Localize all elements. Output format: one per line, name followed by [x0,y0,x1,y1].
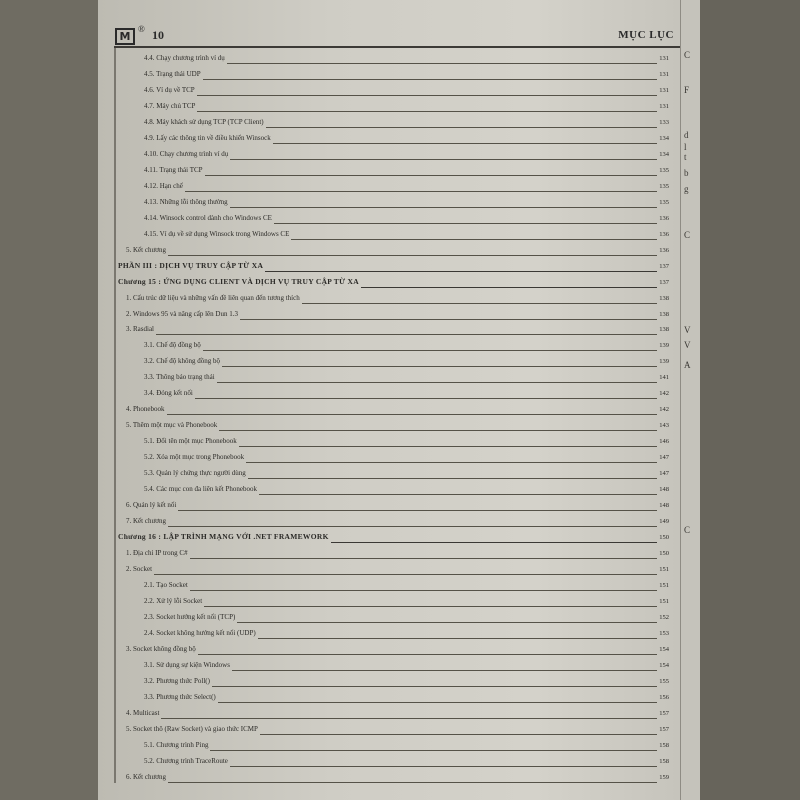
toc-entry-title: 2.4. Socket không hướng kết nối (UDP) [144,628,256,637]
adjacent-page-text: C [684,230,691,240]
toc-entry [144,212,669,226]
toc-entry [144,467,669,481]
toc-entry [144,180,669,194]
toc-entry-page: 138 [659,326,669,334]
toc-entry-page: 142 [659,406,669,414]
toc-leader-line [217,382,658,383]
toc-entry [126,771,669,785]
toc-entry-title: 3. Rasdial [126,325,154,334]
adjacent-page-edge [680,0,701,800]
toc-heading [118,260,669,274]
toc-entry [126,292,669,306]
toc-leader-line [168,526,657,527]
toc-entry [144,611,669,625]
toc-entry-page: 158 [659,741,669,749]
toc-entry [144,100,669,114]
toc-entry [144,371,669,385]
toc-entry-page: 141 [659,374,669,382]
toc-entry [126,563,669,577]
toc-entry-page: 136 [659,246,669,254]
toc-entry [144,164,669,178]
toc-leader-line [227,63,657,64]
toc-entry [126,707,669,721]
toc-leader-line [273,143,658,144]
toc-entry [144,595,669,609]
toc-entry-page: 147 [659,454,669,462]
adjacent-page-text: A [684,360,691,370]
toc-entry [126,547,669,561]
toc-entry [126,419,669,433]
toc-entry [144,228,669,242]
toc-entry-page: 131 [659,55,669,62]
toc-entry-title: 5.1. Chương trình Ping [144,740,209,749]
toc-leader-line [218,702,658,703]
toc-entry [144,435,669,449]
toc-leader-line [291,239,657,240]
toc-entry-page: 131 [659,86,669,94]
toc-leader-line [210,750,657,751]
toc-leader-line [302,303,658,304]
toc-entry-page: 135 [659,198,669,206]
toc-entry-page: 154 [659,645,669,653]
toc-entry [144,579,669,593]
toc-entry [126,643,669,657]
toc-leader-line [185,191,657,192]
toc-entry-page: 156 [659,693,669,701]
toc-entry-title: 3.2. Chế độ không đồng bộ [144,357,221,366]
toc-entry-title: 2.3. Socket hướng kết nối (TCP) [144,612,236,621]
toc-entry-title: 7. Kết chương [126,517,166,526]
toc-entry-page: 151 [659,566,669,574]
toc-entry-title: 6. Quản lý kết nối [126,501,177,510]
toc-entry-page: 154 [659,661,669,669]
toc-entry [144,627,669,641]
toc-entry-title: 3.3. Phương thức Select() [144,692,216,701]
adjacent-page-text: V [684,340,691,350]
toc-leader-line [204,606,657,607]
toc-leader-line [198,654,657,655]
toc-entry-page: 135 [659,182,669,190]
adjacent-page-text: t [684,152,687,162]
toc-leader-line [258,638,658,639]
toc-entry-page: 150 [659,534,669,542]
toc-entry-page: 137 [659,278,669,286]
toc-entry-page: 136 [659,230,669,238]
toc-entry-title: 4.9. Lấy các thông tin về điều khiển Winsock [144,133,271,142]
toc-entry [144,68,669,82]
toc-entry-title: 4.10. Chạy chương trình ví dụ [144,149,229,158]
toc-entry [144,355,669,369]
adjacent-page-text: g [684,184,689,194]
toc-entry [144,132,669,146]
adjacent-page-text: C [684,50,691,60]
toc-leader-line [203,350,657,351]
toc-leader-line [203,79,658,80]
adjacent-page-text: b [684,168,689,178]
toc-entry-title: 4.12. Hạn chế [144,181,183,190]
toc-entry-title: Chương 16 : LẬP TRÌNH MẠNG VỚI .NET FRAMEWORK [118,532,329,542]
toc-entry-page: 147 [659,470,669,478]
toc-entry-page: 155 [659,677,669,685]
toc-entry-title: 2.2. Xử lý lỗi Socket [144,596,203,605]
toc-entry-title: 2.1. Tạo Socket [144,581,188,589]
toc-entry-title: 2. Socket [126,565,153,574]
toc-leader-line [265,271,657,272]
toc-leader-line [197,111,657,112]
toc-leader-line [239,446,658,447]
toc-entry-title: 3.1. Sử dụng sự kiện Windows [144,660,230,669]
toc-leader-line [259,494,657,495]
toc-entry [144,52,669,66]
toc-leader-line [154,574,657,575]
toc-entry-title: 4.13. Những lỗi thông thường [144,197,228,206]
toc-entry-title: 4.14. Winsock control dành cho Windows CE [144,213,272,222]
toc-entry-title: 4. Multicast [126,708,160,717]
toc-entry-title: 5.2. Xóa một mục trong Phonebook [144,453,245,462]
toc-entry-page: 152 [659,613,669,621]
toc-leader-line [178,510,657,511]
toc-leader-line [222,366,657,367]
toc-leader-line [205,175,658,176]
toc-entry-page: 148 [659,502,669,510]
adjacent-page-text: d [684,130,689,140]
toc-entry-title: 4. Phonebook [126,405,165,414]
toc-leader-line [168,782,657,783]
toc-entry-title: 1. Địa chỉ IP trong C# [126,549,188,558]
toc-leader-line [195,398,657,399]
toc-entry [144,691,669,705]
toc-entry-page: 148 [659,486,669,494]
toc-entry-title: 1. Cấu trúc dữ liệu và những vấn đề liên quan đến tương thích [126,293,300,302]
toc-entry [126,723,669,737]
toc-entry [126,515,669,529]
toc-leader-line [156,334,657,335]
toc-entry-page: 131 [659,70,669,78]
toc-entry-title: 3. Socket không đồng bộ [126,644,196,653]
toc-leader-line [161,718,657,719]
toc-leader-line [219,430,657,431]
adjacent-page-text: V [684,325,691,335]
toc-entry-title: 4.7. Máy chủ TCP [144,101,196,110]
toc-entry-page: 151 [659,582,669,589]
toc-entry [144,339,669,353]
toc-entry-title: 4.11. Trạng thái TCP [144,165,203,174]
toc-entry-page: 157 [659,709,669,717]
toc-leader-line [331,542,658,543]
toc-leader-line [237,622,657,623]
toc-entry [144,196,669,210]
toc-leader-line [260,734,657,735]
toc-entry-title: 3.2. Phương thức Poll() [144,676,210,685]
toc-entry-page: 159 [659,773,669,781]
toc-leader-line [190,558,658,559]
toc-leader-line [230,766,657,767]
toc-leader-line [246,462,657,463]
toc-entry-page: 142 [659,390,669,398]
toc-leader-line [266,127,658,128]
toc-entry [144,675,669,689]
toc-entry [144,116,669,130]
toc-entry-page: 135 [659,166,669,174]
toc-entry [144,84,669,98]
toc-entry-page: 150 [659,550,669,558]
toc-leader-line [248,478,657,479]
toc-entry [126,323,669,337]
toc-entry-title: 5.3. Quản lý chứng thực người dùng [144,469,246,478]
toc-entry-title: 5. Thêm một mục và Phonebook [126,421,218,430]
toc-entry-title: 5.4. Các mục con đa liên kết Phonebook [144,485,257,494]
toc-entry [144,148,669,162]
toc-entry-page: 157 [659,725,669,733]
toc-entry-title: 4.8. Máy khách sử dụng TCP (TCP Client) [144,117,264,126]
toc-entry-page: 153 [659,629,669,637]
toc-leader-line [197,95,658,96]
toc-leader-line [240,319,657,320]
toc-entry [144,387,669,401]
toc-entry-page: 139 [659,342,669,350]
toc-entry-page: 143 [659,422,669,430]
toc-entry-page: 134 [659,150,669,158]
background-surface [700,0,800,800]
toc-leader-line [168,255,657,256]
toc-entry-page: 146 [659,438,669,446]
toc-entry [126,403,669,417]
toc-leader-line [212,686,657,687]
section-title: MỤC LỤC [618,29,674,41]
toc-entry-page: 138 [659,310,669,318]
toc-leader-line [167,414,658,415]
toc-entry-title: 3.3. Thông báo trạng thái [144,373,215,382]
toc-heading [118,276,669,290]
toc-entry-page: 158 [659,757,669,765]
book-page [98,0,680,800]
toc-leader-line [232,670,657,671]
adjacent-page-text: l [684,142,687,152]
toc-entry-title: PHẦN III : DỊCH VỤ TRUY CẬP TỪ XA [118,260,264,270]
toc-entry [126,244,669,258]
toc-entry-page: 139 [659,358,669,366]
toc-leader-line [190,590,657,591]
toc-entry-title: Chương 15 : ỨNG DỤNG CLIENT VÀ DỊCH VỤ TRUY CẬP TỪ XA [118,276,359,286]
toc-entry [144,483,669,497]
toc-heading [118,531,669,545]
toc-entry-title: 5. Kết chương [126,245,166,254]
toc-entry-title: 2. Windows 95 và nâng cấp lên Dun 1.3 [126,309,238,318]
toc-entry [144,659,669,673]
registered-mark: ® [138,24,145,34]
toc-entry [144,739,669,753]
toc-entry [126,499,669,513]
toc-leader-line [274,223,657,224]
toc-entry-title: 3.1. Chế độ đồng bộ [144,341,201,350]
logo-letter: M [119,30,131,43]
toc-entry-page: 136 [659,214,669,222]
table-of-contents [98,0,680,800]
toc-entry [126,308,669,322]
toc-entry-page: 138 [659,294,669,302]
toc-entry [144,451,669,465]
toc-entry-title: 5.1. Đổi tên một mục Phonebook [144,437,237,446]
toc-entry-page: 131 [659,102,669,110]
toc-entry-page: 137 [659,262,669,270]
page-number: 10 [152,28,164,42]
toc-entry-title: 4.4. Chạy chương trình ví dụ [144,54,225,62]
toc-entry-title: 6. Kết chương [126,772,166,781]
toc-leader-line [230,207,658,208]
toc-entry-title: 4.6. Ví dụ về TCP [144,85,195,94]
toc-entry-title: 3.4. Đóng kết nối [144,389,193,398]
toc-entry-title: 4.15. Ví dụ về sử dụng Winsock trong Windows CE [144,229,290,238]
toc-entry-page: 151 [659,597,669,605]
toc-entry-page: 149 [659,518,669,526]
toc-entry-title: 4.5. Trạng thái UDP [144,69,201,78]
toc-entry [144,755,669,769]
adjacent-page-text: C [684,525,691,535]
toc-entry-title: 5. Socket thô (Raw Socket) và giao thức ICMP [126,724,258,733]
adjacent-page-text: F [684,85,690,95]
toc-entry-title: 5.2. Chương trình TraceRoute [144,756,228,765]
toc-leader-line [361,287,657,288]
toc-leader-line [230,159,657,160]
toc-entry-page: 134 [659,134,669,142]
toc-entry-page: 133 [659,118,669,126]
